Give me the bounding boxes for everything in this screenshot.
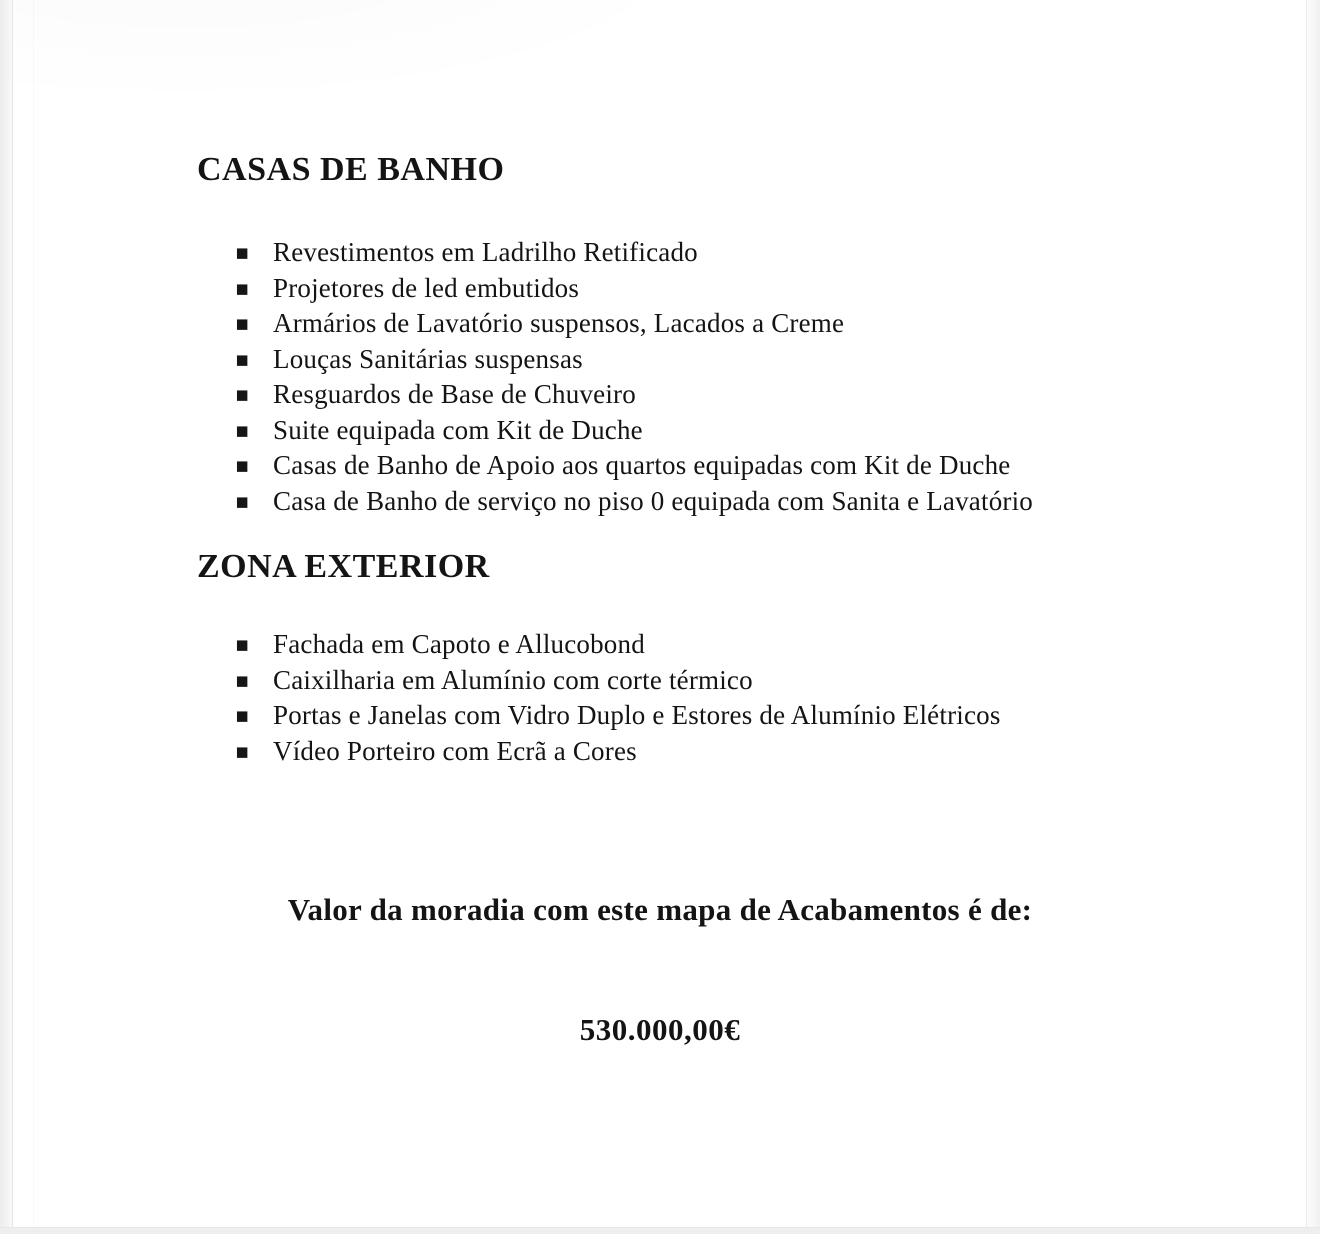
casas-de-banho-list <box>235 237 1033 521</box>
list-item <box>235 237 1033 273</box>
section-heading-zona-exterior: ZONA EXTERIOR <box>197 548 490 585</box>
page-right-edge <box>1306 0 1320 1234</box>
list-item-text: Suite equipada com Kit de Duche <box>273 414 643 445</box>
summary-price: 530.000,00€ <box>579 1012 741 1047</box>
bullet-square-icon: ▪ <box>235 453 250 477</box>
list-item <box>235 379 1033 415</box>
list-item <box>235 700 1001 736</box>
list-item <box>235 415 1033 451</box>
page-left-edge-line <box>33 0 34 1234</box>
list-item <box>235 665 1001 701</box>
bullet-square-icon: ▪ <box>235 488 250 513</box>
list-item-text: Projetores de led embutidos <box>273 272 580 303</box>
section-heading-casas-de-banho: CASAS DE BANHO <box>197 151 505 188</box>
list-item-text: Portas e Janelas com Vidro Duplo e Estores de Alumínio Elétricos <box>273 700 1001 730</box>
zona-exterior-list <box>235 629 1001 771</box>
list-item-text: Caixilharia em Alumínio com corte térmico <box>273 664 753 695</box>
bullet-square-icon: ▪ <box>235 738 250 763</box>
bullet-square-icon: ▪ <box>235 667 250 692</box>
list-item <box>235 273 1033 309</box>
list-item-text: Casas de Banho de Apoio aos quartos equipadas com Kit de Duche <box>273 450 1011 480</box>
bullet-square-icon: ▪ <box>235 275 250 300</box>
list-item-text: Casa de Banho de serviço no piso 0 equipada com Sanita e Lavatório <box>273 485 1033 516</box>
list-item-text: Armários de Lavatório suspensos, Lacados a Creme <box>273 308 845 338</box>
bullet-square-icon: ▪ <box>235 346 250 371</box>
list-item-text: Louças Sanitárias suspensas <box>273 343 583 374</box>
summary-value-line: Valor da moradia com este mapa de Acabamentos é de: <box>287 892 1033 927</box>
page-left-edge <box>0 0 13 1234</box>
bullet-square-icon: ▪ <box>235 417 250 442</box>
list-item <box>235 486 1033 522</box>
list-item-text: Fachada em Capoto e Allucobond <box>273 629 645 659</box>
list-item-text: Revestimentos em Ladrilho Retificado <box>273 237 698 267</box>
list-item <box>235 629 1001 665</box>
list-item <box>235 344 1033 380</box>
page-bottom-edge <box>0 1227 1320 1234</box>
bullet-square-icon: ▪ <box>235 703 250 727</box>
bullet-square-icon: ▪ <box>235 311 250 335</box>
list-item-text: Vídeo Porteiro com Ecrã a Cores <box>273 735 637 766</box>
bullet-square-icon: ▪ <box>235 240 250 264</box>
list-item-text: Resguardos de Base de Chuveiro <box>273 379 636 409</box>
list-item <box>235 450 1033 486</box>
list-item <box>235 308 1033 344</box>
list-item <box>235 736 1001 772</box>
bullet-square-icon: ▪ <box>235 632 250 656</box>
bullet-square-icon: ▪ <box>235 382 250 406</box>
